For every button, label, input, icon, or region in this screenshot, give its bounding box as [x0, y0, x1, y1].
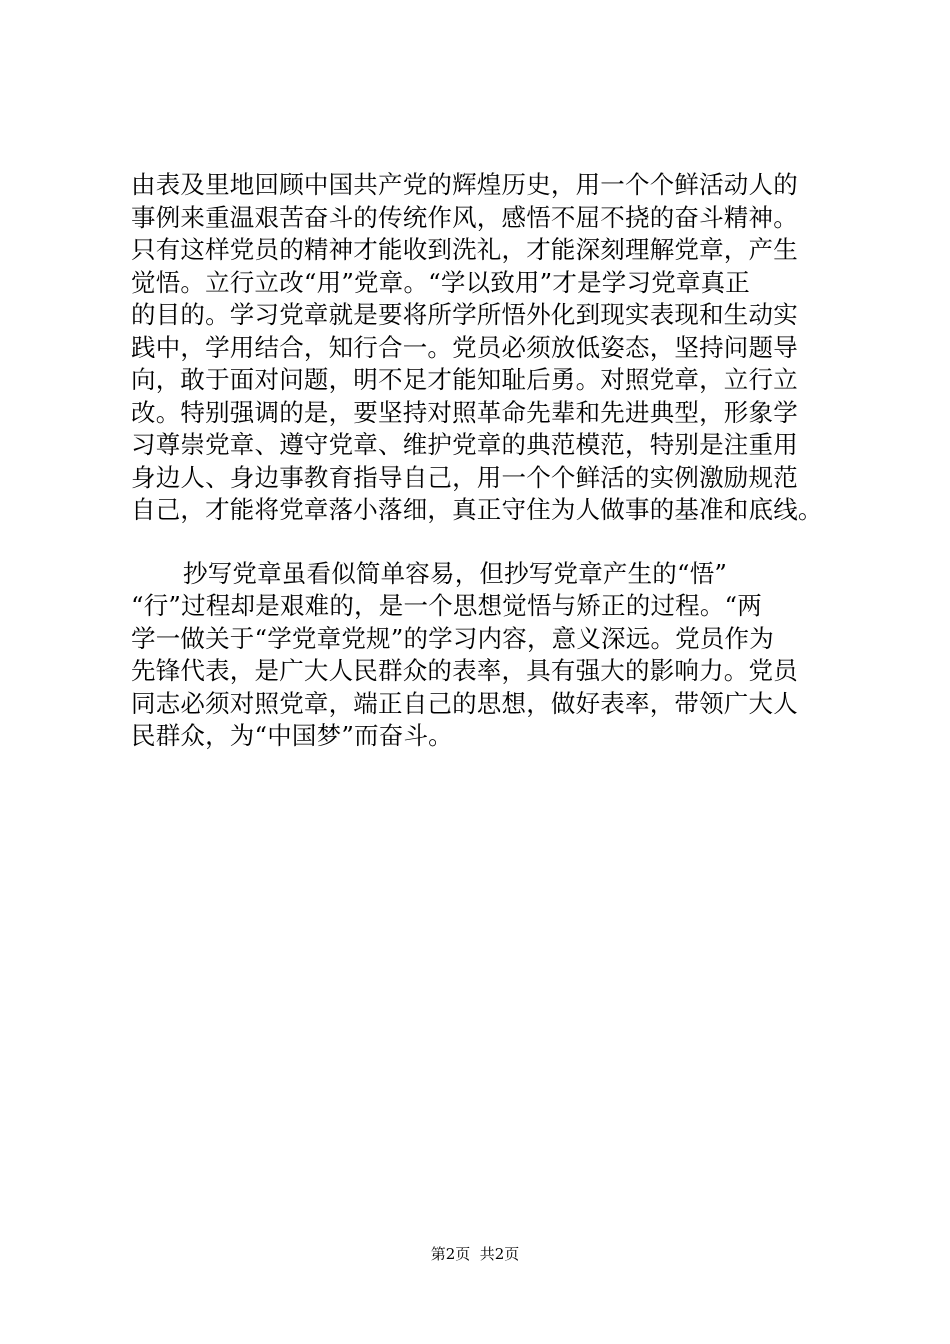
text-line: 觉悟。立行立改“用”党章。“学以致用”才是学习党章真正 [131, 267, 750, 297]
page-footer [0, 1244, 950, 1264]
paragraph-2 [131, 558, 861, 753]
paragraph-1 [131, 169, 861, 527]
text-line: 抄写党章虽看似简单容易，但抄写党章产生的“悟” [183, 558, 728, 588]
text-line: 只有这样党员的精神才能收到洗礼，才能深刻理解党章，产生 [131, 235, 798, 264]
text-line: 民群众，为“中国梦”而奋斗。 [131, 721, 453, 750]
text-line: “行”过程却是艰难的，是一个思想觉悟与矫正的过程。“两 [131, 591, 762, 620]
text-line: 同志必须对照党章，端正自己的思想，做好表率，带领广大人 [131, 688, 798, 718]
text-line: 身边人、身边事教育指导自己，用一个个鲜活的实例激励规范 [131, 462, 798, 492]
text-line: 向，敢于面对问题，明不足才能知耻后勇。对照党章，立行立 [131, 365, 798, 394]
text-line: 事例来重温艰苦奋斗的传统作风，感悟不屈不挠的奋斗精神。 [131, 202, 798, 232]
text-line: 自己，才能将党章落小落细，真正守住为人做事的基准和底线。 [131, 495, 823, 524]
text-line: 的目的。学习党章就是要将所学所悟外化到现实表现和生动实 [131, 300, 798, 329]
document-body [131, 169, 861, 753]
text-line: 习尊崇党章、遵守党章、维护党章的典范模范，特别是注重用 [131, 430, 798, 459]
text-line: 改。特别强调的是，要坚持对照革命先辈和先进典型，形象学 [131, 397, 798, 427]
text-line: 学一做关于“学党章党规”的学习内容，意义深远。党员作为 [131, 623, 774, 653]
text-line: 先锋代表，是广大人民群众的表率，具有强大的影响力。党员 [131, 656, 798, 685]
page-number: 第2页 共2页 [430, 1245, 520, 1263]
text-line: 践中，学用结合，知行合一。党员必须放低姿态，坚持问题导 [131, 332, 798, 362]
text-line: 由表及里地回顾中国共产党的辉煌历史，用一个个鲜活动人的 [131, 170, 798, 199]
